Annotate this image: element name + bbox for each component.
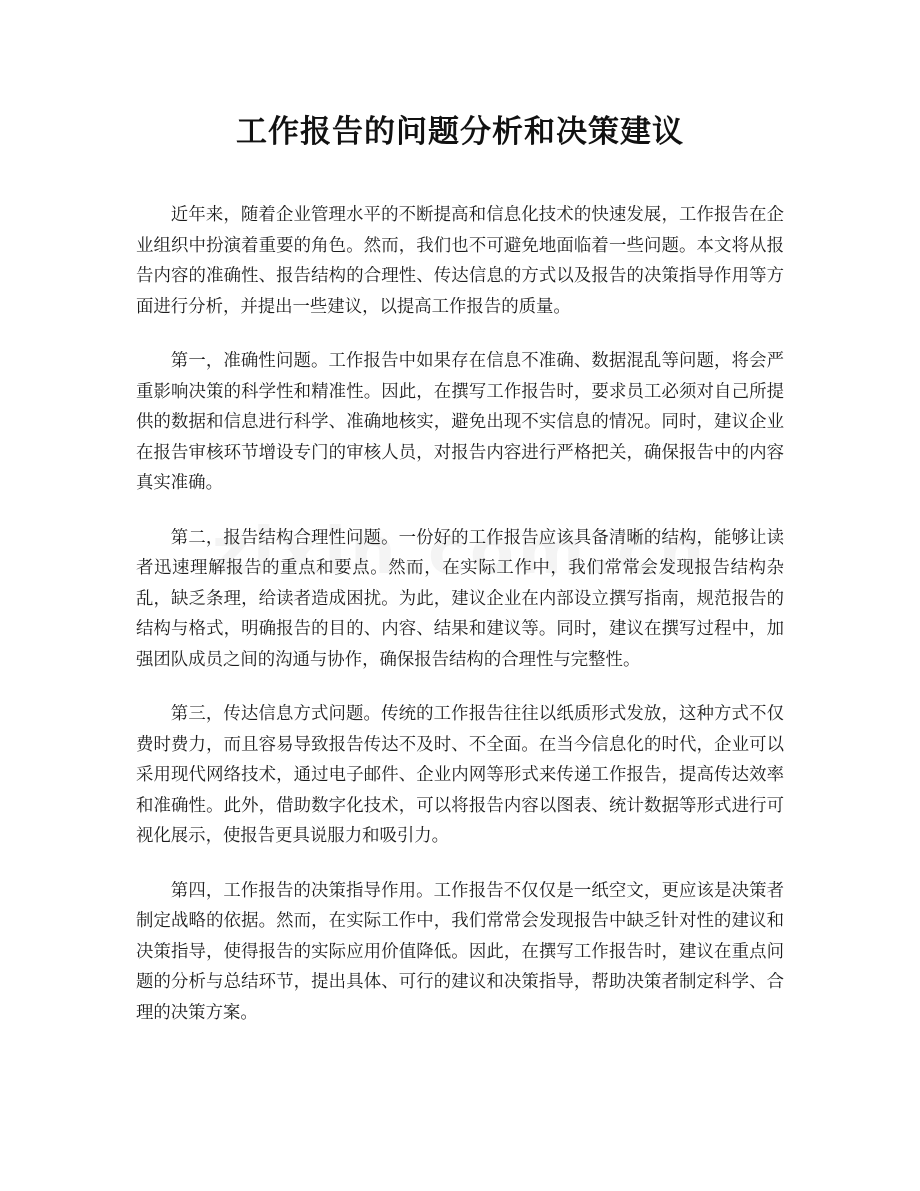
paragraph-delivery: 第三，传达信息方式问题。传统的工作报告往往以纸质形式发放，这种方式不仅费时费力，而且容易导致报告传达不及时、不全面。在当今信息化的时代，企业可以采用现代网络技术，通过电子邮件、企业内网等形式来传递工作报告，提高传达效率和准确性。此外，借助数字化技术，可以将报告内容以图表、统计数据等形式进行可视化展示，使报告更具说服力和吸引力。 (136, 704, 784, 846)
paragraph-accuracy: 第一，准确性问题。工作报告中如果存在信息不准确、数据混乱等问题，将会严重影响决策的科学性和精准性。因此，在撰写工作报告时，要求员工必须对自己所提供的数据和信息进行科学、准确地核实，避免出现不实信息的情况。同时，建议企业在报告审核环节增设专门的审核人员，对报告内容进行严格把关，确保报告中的内容真实准确。 (136, 351, 784, 493)
paragraph-decision: 第四，工作报告的决策指导作用。工作报告不仅仅是一纸空文，更应该是决策者制定战略的依据。然而，在实际工作中，我们常常会发现报告中缺乏针对性的建议和决策指导，使得报告的实际应用价值降低。因此，在撰写工作报告时，建议在重点问题的分析与总结环节，提出具体、可行的建议和决策指导，帮助决策者制定科学、合理的决策方案。 (136, 880, 784, 1023)
document-title: 工作报告的问题分析和决策建议 (236, 114, 684, 150)
paragraph-structure: 第二，报告结构合理性问题。一份好的工作报告应该具备清晰的结构，能够让读者迅速理解报告的重点和要点。然而，在实际工作中，我们常常会发现报告结构杂乱，缺乏条理，给读者造成困扰。为此，建议企业在内部设立撰写指南，规范报告的结构与格式，明确报告的目的、内容、结果和建议等。同时，建议在撰写过程中，加强团队成员之间的沟通与协作，确保报告结构的合理性与完整性。 (136, 527, 784, 670)
paragraph-intro: 近年来，随着企业管理水平的不断提高和信息化技术的快速发展，工作报告在企业组织中扮演着重要的角色。然而，我们也不可避免地面临着一些问题。本文将从报告内容的准确性、报告结构的合理性、传达信息的方式以及报告的决策指导作用等方面进行分析，并提出一些建议，以提高工作报告的质量。 (136, 205, 784, 317)
